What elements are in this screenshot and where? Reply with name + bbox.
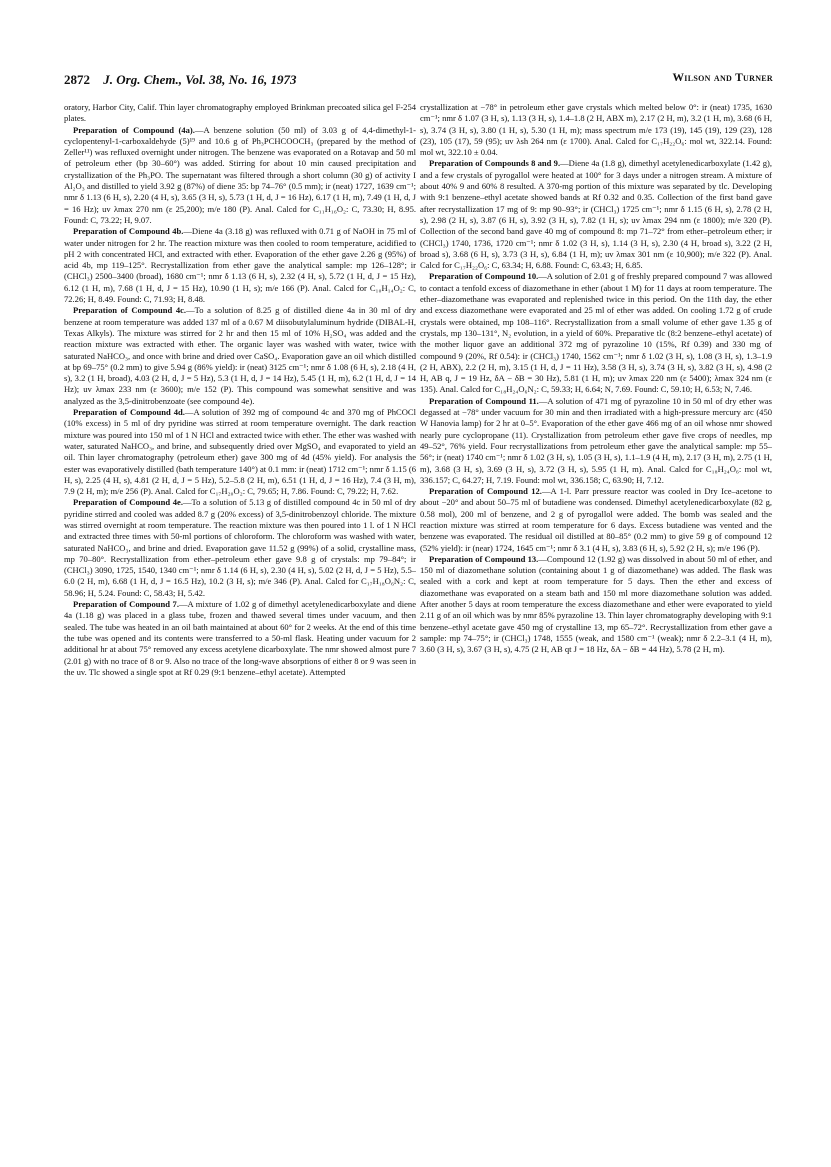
paragraph-text: —To a solution of 8.25 g of distilled diene 4a in 30 ml of dry benzene at room temperature was added 137 ml of a 0.67 M diisobutylaluminum hydride (DIBAL-H, Texas Alkyls). The mixture was stirred for 2 hr and then 15 ml of 10% H₂SO₄ was added and the reaction mixture was extracted with ether. The organic layer was washed with water, twice with saturated NaHCO₃, and once with brine and dried over CaSO₄. Evaporation gave an oil which distilled at bp 69–75° (0.2 mm) to give 5.94 g (86% yield): ir (neat) 3125 cm⁻¹; nmr δ 1.08 (6 H, s), 2.18 (4 H, s), 3.2 (1 H, broad), 4.03 (2 H, d, J = 5 Hz), 5.3 (1 H, d, J = 14 Hz), 5.45 (1 H, m), 6.2 (1 H, d, J = 14 Hz); uv λmax 233 nm (ε 3600); m/e 152 (P). This compound was somewhat sensitive and was analyzed as the 3,5-dinitrobenzoate (see compound 4e). — [64, 305, 416, 406]
paragraph-text: —A mixture of 1.02 g of dimethyl acetylenedicarboxylate and diene 4a (1.18 g) was placed in a glass tube, frozen and thawed several times under vacuum, and then sealed. The tube was heated in an oil bath maintained at about 60° for 2 weeks. At the end of this time the tube was opened and its contents were transferred to a 50-ml flask. Heating under vacuum for 2 additional hr at about 75° removed any excess acetylene dicarboxylate. The nmr showed almost pure 7 (2.01 g) with no trace of 8 or 9. Also no trace of the long-wave absorptions of either 8 or 9 was seen in the uv. Tlc showed a single spot at Rf 0.29 (9:1 benzene–ethyl acetate). Attempted — [64, 599, 416, 677]
paragraph — [64, 102, 416, 125]
paragraph — [64, 497, 416, 599]
paragraph-text: —Diene 4a (1.8 g), dimethyl acetylenedicarboxylate (1.42 g), and a few crystals of pyrogallol were heated at 100° for 3 days under a nitrogen stream. A mixture of about 40% 9 and 60% 8 resulted. A 370-mg portion of this mixture was separated by tlc. Developing with 9:1 benzene–ethyl acetate showed bands at Rf 0.32 and 0.35. Collection of the first band gave after recrystallization 17 mg of 9: mp 90–93°; ir (CHCl₃) 1725 cm⁻¹; nmr δ 1.15 (6 H, s), 2.78 (2 H, s), 2.98 (2 H, s), 3.87 (6 H, s), 3.92 (3 H, s), 7.82 (1 H, s); uv λmax 294 nm (ε 1800); m/e 320 (P). Collection of the second band gave 40 mg of compound 8: mp 71–72° from ether–petroleum ether; ir (CHCl₃) 1740, 1736, 1720 cm⁻¹; nmr δ 1.02 (3 H, s), 1.14 (3 H, s), 2.30 (4 H, broad s), 3.22 (2 H, broad s), 3.68 (6 H, s), 3.73 (3 H, s), 6.84 (1 H, m); uv λmax 301 nm (ε 10,900); m/e 322 (P). Anal. Calcd for C₁₇H₂₂O₆: C, 63.34; H, 6.88. Found: C, 63.43; H, 6.85. — [420, 158, 772, 271]
paragraph — [64, 226, 416, 305]
journal-citation: J. Org. Chem., Vol. 38, No. 16, 1973 — [103, 72, 297, 87]
paragraph — [420, 486, 772, 554]
paragraph — [64, 407, 416, 497]
paragraph-text: —A solution of 471 mg of pyrazoline 10 in 50 ml of dry ether was degassed at −78° under vacuum for 30 min and then irradiated with a high-pressure mercury arc (450 W Hanovia lamp) for 2 hr at 0–5°. Evaporation of the ether gave 466 mg of an oil whose nmr showed nearly pure cyclopropane (11). Crystallization from petroleum ether gave five crops of needles, mp 49–52°, 76% yield. Four recrystallizations from petroleum ether gave the analytical sample: mp 55–56°; ir (neat) 1740 cm⁻¹; nmr δ 1.02 (3 H, s), 1.05 (3 H, s), 1.1–1.9 (4 H, m), 2.17 (3 H, m), 2.75 (1 H, m), 3.68 (3 H, s), 3.69 (3 H, s), 3.72 (3 H, s), 5.95 (1 H, m). Anal. Calcd for C₁₈H₂₄O₆: mol wt, 336.157; C, 64.27; H, 7.19. Found: mol wt, 336.158; C, 63.90; H, 7.12. — [420, 395, 772, 485]
paragraph — [64, 599, 416, 678]
paragraph — [420, 102, 772, 158]
section-title: Preparation of Compound 4b. — [73, 226, 184, 237]
page-header — [64, 72, 773, 92]
paragraph-text: crystallization at −78° in petroleum ether gave crystals which melted below 0°: ir (neat) 1735, 1630 cm⁻¹; nmr δ 1.07 (3 H, s), 1.13 (3 H, s), 1.4–1.8 (2 H, ABX m), 2.17 (2 H, m), 3.2 (1 H, m), 3.68 (6 H, s), 3.74 (3 H, s), 3.80 (1 H, s), 5.30 (1 H, m); mass spectrum m/e 173 (19), 145 (19), 129 (23), 128 (23), 105 (17), 59 (95); uv λsh 264 nm (ε 1700). Anal. Calcd for C₁₇H₂₂O₆: mol wt, 322.14. Found: mol wt, 322.10 ± 0.04. — [420, 102, 772, 158]
paragraph-text: —A solution of 2.01 g of freshly prepared compound 7 was allowed to contact a tenfold excess of diazomethane in ether (about 1 M) for 11 days at room temperature. The ether–diazomethane was evaporated and replenished twice in this period. On the 11th day, the ether and excess diazomethane were evaporated and 25 ml of ether was added. On cooling 1.72 g of crude crystals were obtained, mp 108–116°. Recrystallization from a small volume of ether gave 1.35 g of crystals, mp 130–131°, N₂ evolution, in a yield of 60%. Preparative tlc (8:2 benzene–ethyl acetate) of the mother liquor gave an additional 372 mg of pyrazoline 10 (15%, Rf 0.39) and 330 mg of compound 9 (20%, Rf 0.54): ir (CHCl₃) 1740, 1562 cm⁻¹; nmr δ 1.02 (3 H, s), 1.08 (3 H, s), 1.3–1.9 (2 H, ABX), 2.2 (2 H, m), 3.15 (1 H, d, J = 11 Hz), 3.58 (3 H, s), 3.74 (3 H, s), 3.82 (3 H, s), 4.98 (2 H, AB q, J = 19 Hz, δA − δB = 30 Hz), 5.81 (1 H, m); uv λmax 220 nm (ε 5400); λmax 324 nm (ε 135). Anal. Calcd for C₁₈H₂₄O₆N₂: C, 59.33; H, 6.64; N, 7.69. Found: C, 59.10; H, 6.53; N, 7.46. — [420, 271, 772, 395]
paragraph — [420, 396, 772, 486]
paragraph-text: —Compound 12 (1.92 g) was dissolved in about 50 ml of ether, and 150 ml of diazomethane solution (containing about 1 g of diazomethane) was added. The flask was sealed with a cork and kept at room temperature for 5 days. Then the ether and excess of diazomethane was evaporated on a steam bath and 150 ml more diazomethane solution was added. After another 5 days at room temperature the excess diazomethane and ether were evaporated to yield 2.11 g of an oil which was by nmr 85% pyrazoline 13. Thin layer chromatography developing with 9:1 benzene–ethyl acetate gave 450 mg of crystalline 13, mp 65–72°. Recrystallization from ether gave a sample: mp 74–75°; ir (CHCl₃) 1748, 1555 (weak, and 1580 cm⁻¹ (weak); nmr δ 2.2–3.1 (4 H, m), 3.60 (3 H, s), 3.67 (3 H, s), 4.75 (2 H, AB qt J = 18 Hz, δA − δB = 44 Hz), 5.78 (2 H, m). — [420, 553, 772, 655]
paragraph-text: —To a solution of 5.13 g of distilled compound 4c in 50 ml of dry pyridine stirred and cooled was added 8.7 g (20% excess) of 3,5-dinitrobenzoyl chloride. The mixture was stirred overnight at room temperature. The reaction mixture was then poured into 1 l. of 1 N HCl and extracted three times with 50-ml portions of chloroform. The chloroform was washed with water, saturated NaHCO₃, and brine and dried. Evaporation gave 11.52 g (99%) of a solid, crystalline mass, mp 70–80°. Recrystallization from ether–petroleum ether gave 9.8 g of crystals: mp 79–84°; ir (CHCl₃) 3090, 1725, 1540, 1340 cm⁻¹; nmr δ 1.14 (6 H, s), 2.30 (4 H, s), 5.02 (2 H, d, J = 5 Hz), 5.5–6.0 (2 H, m), 6.68 (1 H, d, J = 16.5 Hz), 10.2 (3 H, s); m/e 346 (P). Anal. Calcd for C₁₇H₁₈O₆N₂: C, 58.96; H, 5.24. Found: C, 58.43; H, 5.42. — [64, 497, 416, 598]
section-title: Preparation of Compound 7. — [73, 599, 179, 610]
paragraph-text: —Diene 4a (3.18 g) was refluxed with 0.71 g of NaOH in 75 ml of water under nitrogen for 2 hr. The reaction mixture was then cooled to room temperature, acidified to pH 2 with concentrated HCl, and extracted with ether. Evaporation of the ether gave 2.26 g (95%) of acid 4b, mp 119–125°. Recrystallization from ether gave the analytical sample: mp 126–128°; ir (CHCl₃) 2500–3400 (broad), 1680 cm⁻¹; nmr δ 1.13 (6 H, s), 2.32 (4 H, s), 5.72 (1 H, d, J = 15 Hz), 6.12 (1 H, m), 7.68 (1 H, d, J = 15 Hz), 10.90 (1 H, s); m/e 166 (P). Anal. Calcd for C₁₀H₁₄O₂: C, 72.26; H, 8.49. Found: C, 71.93; H, 8.48. — [64, 226, 416, 305]
paragraph — [420, 554, 772, 656]
section-title: Preparation of Compound 4e. — [73, 497, 183, 508]
paragraph-text: —A 1-l. Parr pressure reactor was cooled in Dry Ice–acetone to about −20° and about 50–75 ml of butadiene was condensed. Dimethyl acetylenedicarboxylate (82 g, 0.58 mol), 200 ml of benzene, and 2 g of pyrogallol were added. The bomb was sealed and the reaction mixture was stirred at room temperature for 6 days. Excess butadiene was vented and the benzene was evaporated. The residual oil distilled at 80–85° (0.2 mm) to give 59 g of compound 12 (52% yield): ir (near) 1724, 1645 cm⁻¹; nmr δ 3.1 (4 H, s), 3.83 (6 H, s), 5.92 (2 H, s); m/e 196 (P). — [420, 486, 772, 553]
section-title: Preparation of Compound 11. — [429, 395, 539, 406]
section-title: Preparation of Compound 13. — [429, 553, 539, 564]
running-head-authors: Wilson and Turner — [672, 72, 773, 84]
left-column — [64, 102, 416, 1142]
section-title: Preparation of Compounds 8 and 9. — [429, 158, 561, 169]
section-title: Preparation of Compound 4c. — [73, 305, 187, 316]
paragraph-text: —A benzene solution (50 ml) of 3.03 g of 4,4-dimethyl-1-cyclopentenyl-1-carboxaldehyde (5)¹⁹ and 10.6 g of Ph₃PCHCOOCH₃ (prepared by the method of Zeller¹¹) was refluxed overnight under nitrogen. The benzene was evaporated on a Rotavap and 50 ml of petroleum ether (bp 30–60°) was added. Stirring for about 10 min caused precipitation and crystallization of the Ph₃PO. The supernatant was filtered through a short column (30 g) of activity I Al₂O₃ and distilled to yield 3.92 g (87%) of diene 35: bp 74–76° (0.5 mm); ir (neat) 1727, 1639 cm⁻¹; nmr δ 1.13 (6 H, s), 2.20 (4 H, s), 3.65 (3 H, s), 5.73 (1 H, d, J = 16 Hz), 6.17 (1 H, m), 7.49 (1 H, d, J = 16 Hz); uv λmax 270 nm (ε 25,200); m/e 180 (P). Anal. Calcd for C₁₁H₁₆O₂: C, 73.30; H, 8.95. Found: C, 73.22; H, 9.07. — [64, 124, 416, 225]
paragraph-text: —A solution of 392 mg of compound 4c and 370 mg of PhCOCl (10% excess) in 5 ml of dry pyridine was stirred at room temperature overnight. The dark reaction mixture was poured into 150 ml of 1 N HCl and extracted twice with ether. The ether was washed with water, saturated NaHCO₃, and brine, and subsequently dried over MgSO₄ and evaporated to yield an oil. Thin layer chromatography (petroleum ether) gave 300 mg of 4d (45% yield). For analysis the ester was evaporatively distilled (bath temperature 140°) at 0.1 mm: ir (neat) 1712 cm⁻¹; nmr δ 1.15 (6 H, s), 2.25 (4 H, s), 4.81 (2 H, d, J = 5 Hz), 5.2–5.8 (2 H, m), 6.51 (1 H, d, J = 16 Hz), 7.4 (3 H, m), 7.9 (2 H, m); m/e 256 (P). Anal. Calcd for C₁₇H₂₀O₂: C, 79.65; H, 7.86. Found: C, 79.22; H, 7.62. — [64, 407, 416, 497]
paragraph — [64, 305, 416, 407]
paragraph — [420, 271, 772, 395]
paragraph — [420, 158, 772, 271]
paragraph-text: oratory, Harbor City, Calif. Thin layer chromatography employed Brinkman precoated silica gel F-254 plates. — [64, 102, 416, 124]
section-title: Preparation of Compound 4d. — [73, 407, 185, 418]
section-title: Preparation of Compound (4a). — [73, 124, 195, 135]
paragraph — [64, 125, 416, 227]
running-head-left — [64, 72, 296, 88]
section-title: Preparation of Compound 10. — [429, 271, 539, 282]
section-title: Preparation of Compound 12. — [429, 486, 542, 497]
page-number: 2872 — [64, 72, 90, 87]
right-column — [420, 102, 772, 1142]
